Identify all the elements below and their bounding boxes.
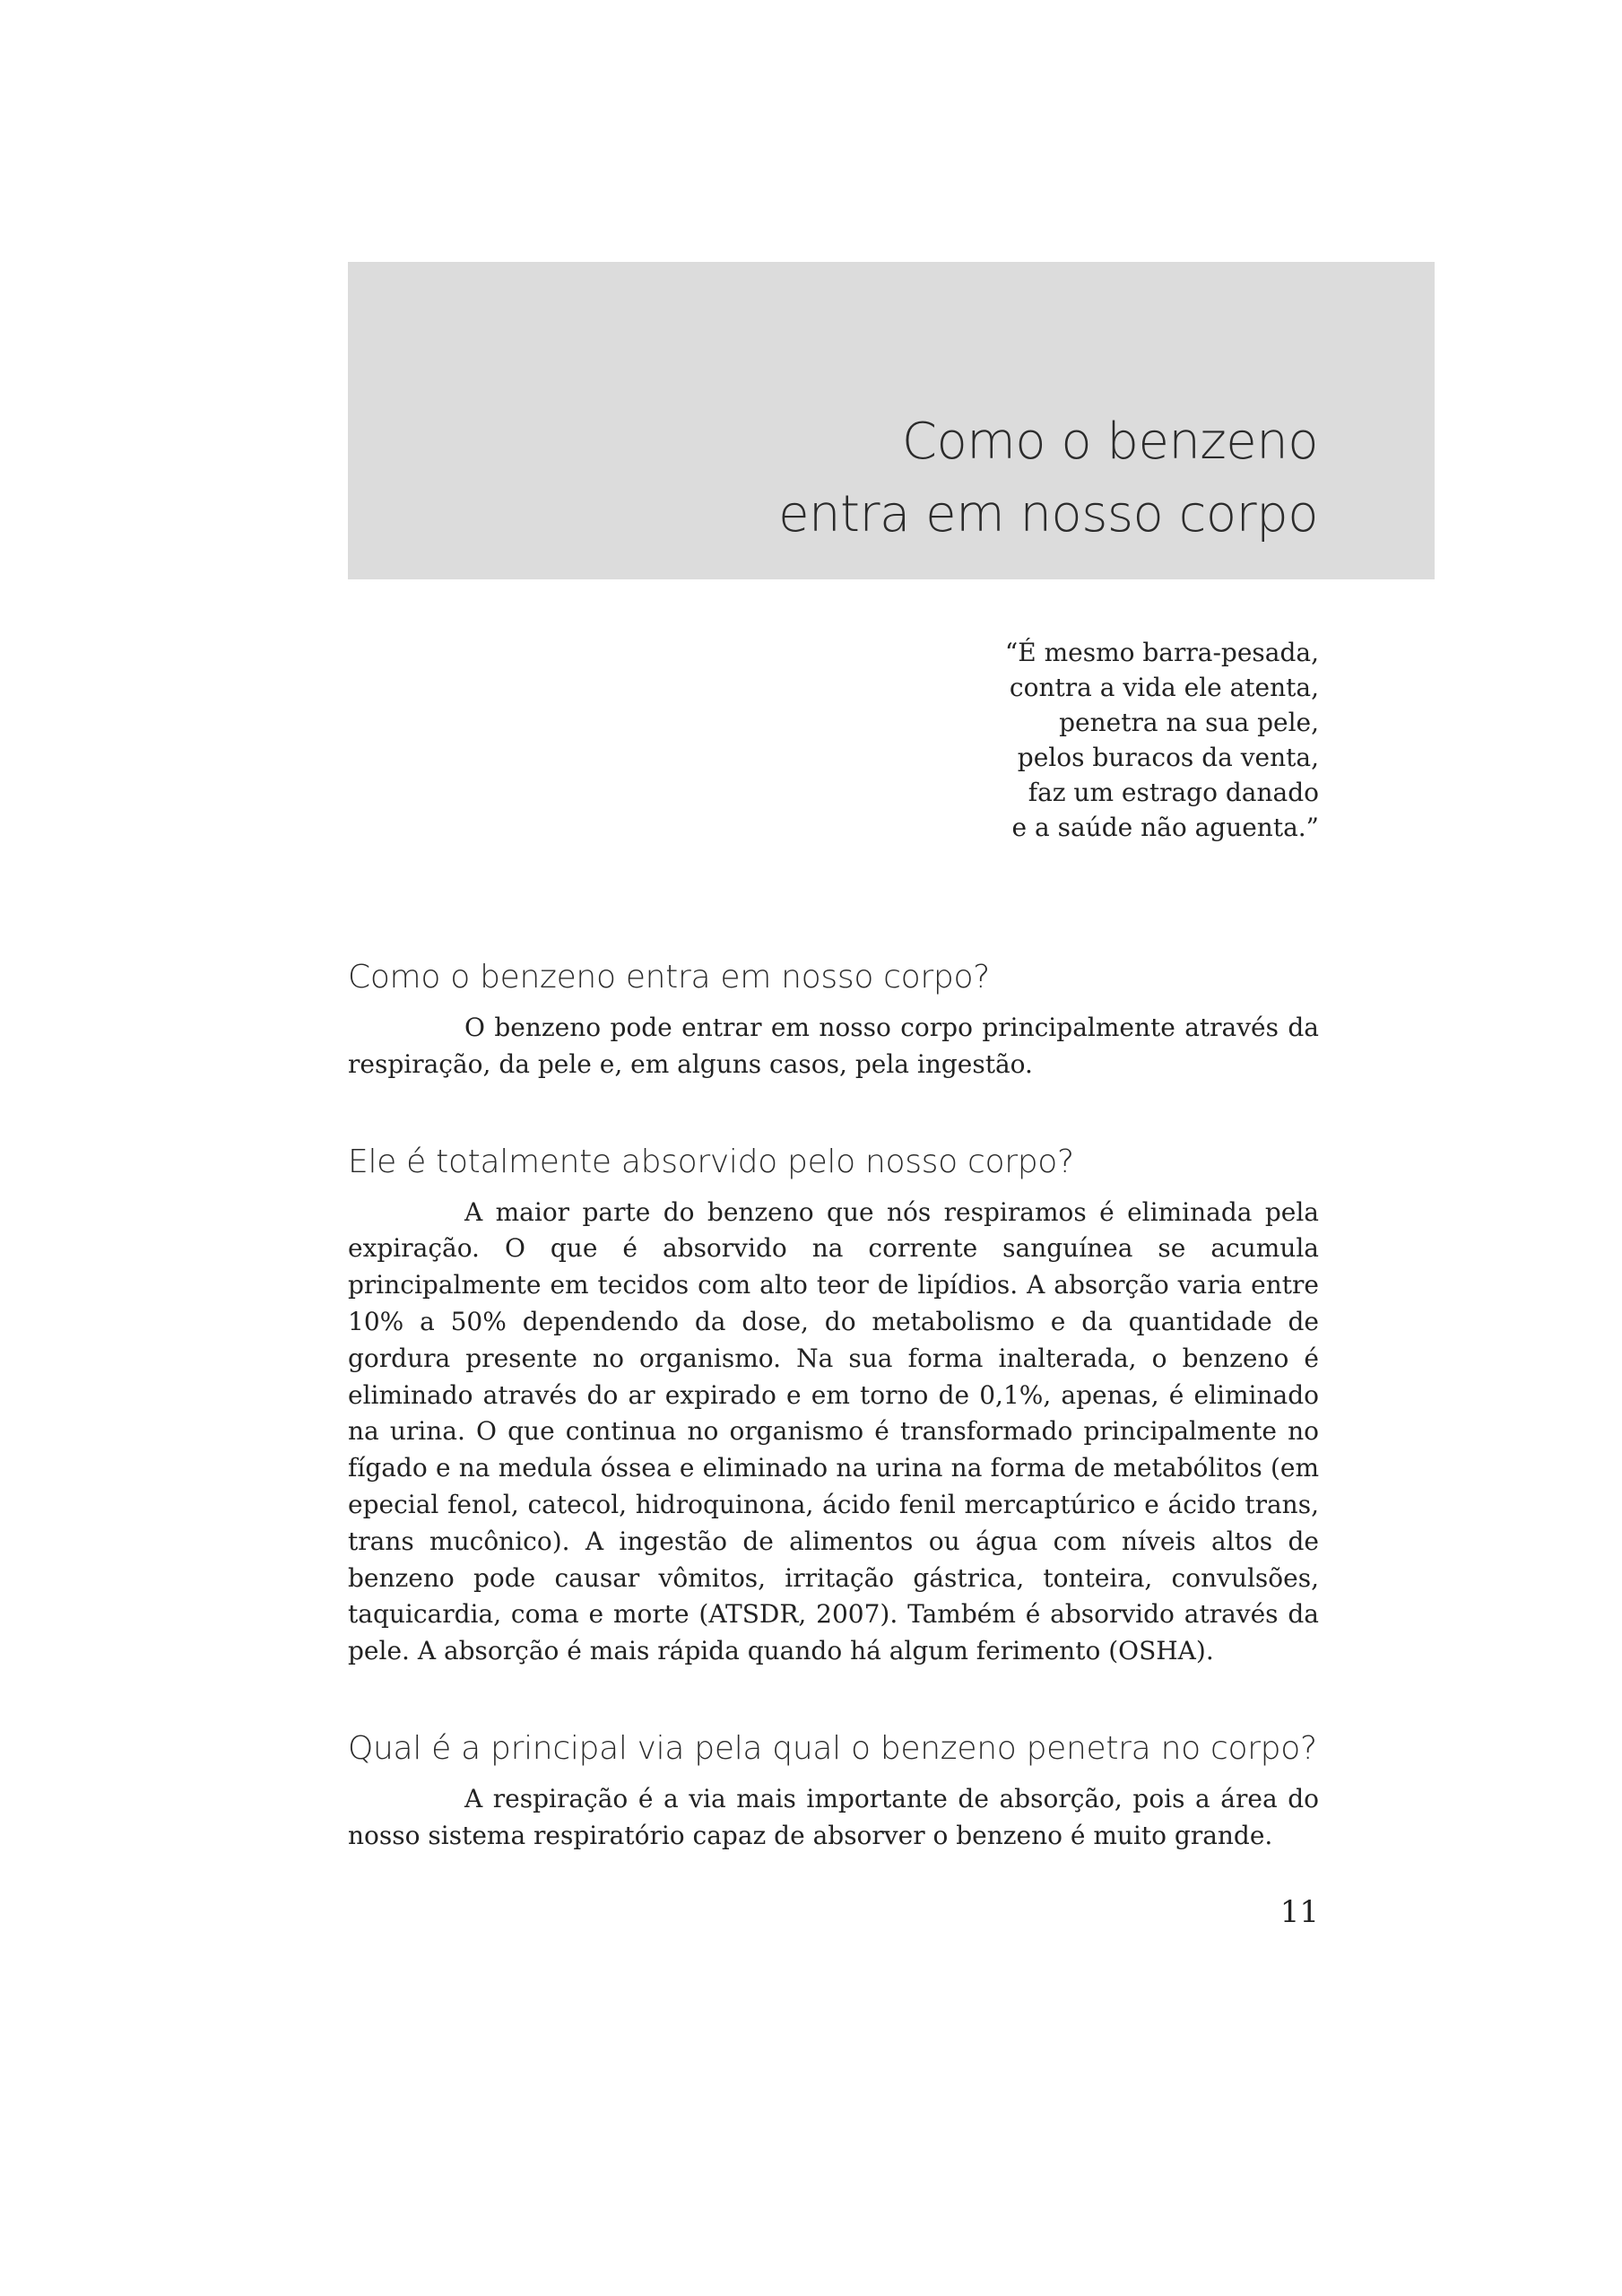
section-how-benzene-enters <box>348 954 1319 1083</box>
section-paragraph: A respiração é a via mais importante de absorção, pois a área do nosso sistema respiratório capaz de absorver o benzeno é muito grande. <box>348 1783 1319 1850</box>
epigraph-line: “É mesmo barra-pesada, <box>1004 638 1319 667</box>
section-absorption <box>348 1139 1319 1670</box>
section-paragraph: A maior parte do benzeno que nós respiramos é eliminada pela expiração. O que é absorvido na corrente sanguínea se acumula principalmente em tecidos com alto teor de lipídios. A absorção varia entre 10% a 50% dependendo da dose, do metabolismo e da quantidade de gordura presente no organismo. Na sua forma inalterada, o benzeno é eliminado através do ar expirado e em torno de 0,1%, apenas, é eliminado na urina. O que continua no organismo é transformado principalmente no fígado e na medula óssea e eliminado na urina na forma de metabólitos (em epecial fenol, catecol, hidroquinona, ácido fenil mercaptúrico e ácido trans, trans mucônico). A ingestão de alimentos ou água com níveis altos de benzeno pode causar vômitos, irritação gástrica, tonteira, convulsões, taquicardia, coma e morte (ATSDR, 2007). Também é absorvido através da pele. A absorção é mais rápida quando há algum ferimento (OSHA). <box>348 1196 1319 1666</box>
chapter-title <box>348 405 1318 551</box>
epigraph-line: contra a vida ele atenta, <box>1009 673 1319 702</box>
epigraph-line: pelos buracos da venta, <box>1017 743 1319 772</box>
page-number: 11 <box>1279 1894 1319 1930</box>
chapter-title-line: Como o benzeno <box>901 413 1318 471</box>
chapter-title-line: entra em nosso corpo <box>778 485 1318 544</box>
epigraph-line: penetra na sua pele, <box>1059 708 1319 737</box>
section-heading: Qual é a principal via pela qual o benzeno penetra no corpo? <box>348 1729 1317 1767</box>
main-content <box>348 954 1319 1855</box>
epigraph-line: e a saúde não aguenta.” <box>1011 813 1319 842</box>
section-heading: Como o benzeno entra em nosso corpo? <box>348 959 990 996</box>
section-paragraph: O benzeno pode entrar em nosso corpo principalmente através da respiração, da pele e, em alguns casos, pela ingestão. <box>348 1013 1319 1079</box>
epigraph <box>691 635 1319 845</box>
section-heading: Ele é totalmente absorvido pelo nosso corpo? <box>348 1143 1074 1180</box>
epigraph-line: faz um estrago danado <box>1028 778 1319 807</box>
section-main-route <box>348 1726 1319 1855</box>
chapter-banner <box>348 262 1435 579</box>
